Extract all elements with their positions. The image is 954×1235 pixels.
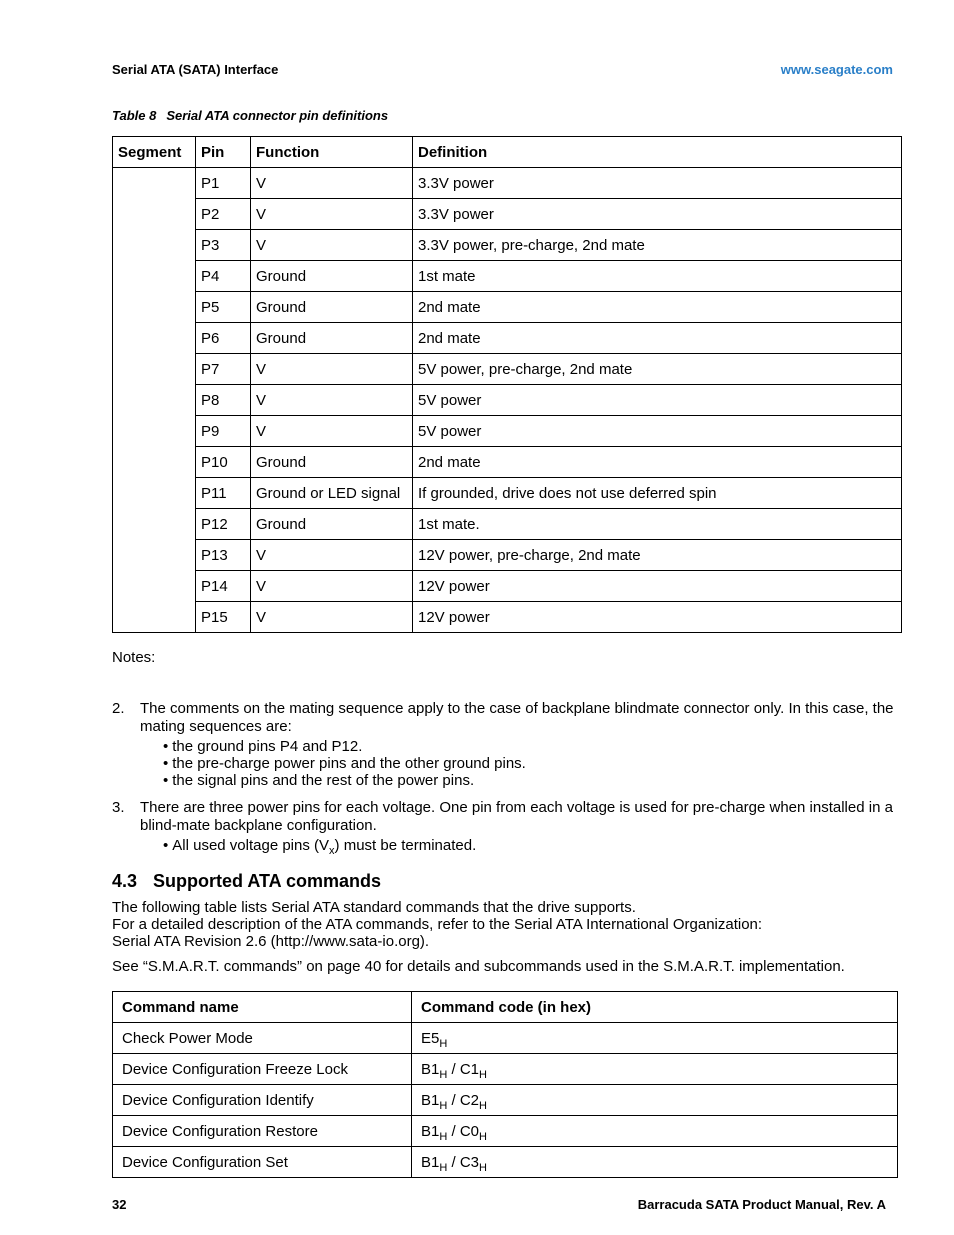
command-name-cell: Device Configuration Identify (113, 1085, 412, 1116)
code-separator: / (447, 1153, 460, 1171)
pin-cell: P2 (196, 199, 251, 230)
command-code-cell (412, 1116, 898, 1147)
section-number: 4.3 (112, 871, 138, 891)
list-item: • the ground pins P4 and P12. (163, 738, 902, 755)
function-cell: Ground (251, 447, 413, 478)
code-part: B1 (421, 1122, 440, 1140)
code-subscript: H (439, 1068, 448, 1081)
definition-cell: 2nd mate (413, 323, 902, 354)
code-part: C0 (459, 1122, 480, 1140)
pin-cell: P9 (196, 416, 251, 447)
function-cell: Ground or LED signal (251, 478, 413, 509)
definition-cell: 1st mate (413, 261, 902, 292)
table-row (113, 478, 902, 509)
definition-cell: 5V power (413, 416, 902, 447)
pin-table-header-segment: Segment (113, 137, 196, 168)
pin-table-header-pin: Pin (196, 137, 251, 168)
code-separator: / (447, 1091, 460, 1109)
pin-cell: P8 (196, 385, 251, 416)
cmd-table-header-code: Command code (in hex) (412, 992, 898, 1023)
note-3-bullet-post: ) must be terminated. (334, 837, 477, 854)
command-name-cell: Device Configuration Freeze Lock (113, 1054, 412, 1085)
cmd-table-body (113, 1023, 898, 1178)
smart-reference-text: See “S.M.A.R.T. commands” on page 40 for details and subcommands used in the S.M.A.R.T. implementation. (112, 958, 845, 975)
table-row (113, 509, 902, 540)
command-code-cell (412, 1023, 898, 1054)
pin-cell: P10 (196, 447, 251, 478)
pin-cell: P6 (196, 323, 251, 354)
code-part: B1 (421, 1060, 440, 1078)
table-row (113, 292, 902, 323)
ata-commands-table (112, 991, 898, 1178)
intro-line: For a detailed description of the ATA commands, refer to the Serial ATA International Organization: (112, 916, 763, 933)
note-2-text: The comments on the mating sequence apply to the case of backplane blindmate connector only. In this case, the mating sequences are: (140, 700, 894, 735)
table-row (113, 447, 902, 478)
table-8-caption-text: Serial ATA connector pin definitions (166, 108, 389, 123)
pin-cell: P12 (196, 509, 251, 540)
code-part: C3 (459, 1153, 480, 1171)
footer-manual-title: Barracuda SATA Product Manual, Rev. A (637, 1197, 886, 1212)
pin-table-header-function: Function (251, 137, 413, 168)
code-separator: / (447, 1060, 460, 1078)
function-cell: Ground (251, 509, 413, 540)
function-cell: Ground (251, 292, 413, 323)
pin-cell: P5 (196, 292, 251, 323)
table-row (113, 416, 902, 447)
function-cell: V (251, 602, 413, 633)
definition-cell: 2nd mate (413, 447, 902, 478)
function-cell: V (251, 230, 413, 261)
definition-cell: 1st mate. (413, 509, 902, 540)
pin-cell: P11 (196, 478, 251, 509)
code-subscript: H (479, 1068, 487, 1081)
table-row (113, 540, 902, 571)
intro-line: The following table lists Serial ATA standard commands that the drive supports. (112, 899, 636, 916)
code-part: E5 (421, 1029, 440, 1047)
command-name-cell: Device Configuration Restore (113, 1116, 412, 1147)
note-3-bullets (163, 837, 902, 857)
segment-cell (113, 168, 196, 633)
table-row (113, 168, 902, 199)
pin-table-header-definition: Definition (413, 137, 902, 168)
pin-cell: P15 (196, 602, 251, 633)
function-cell: Ground (251, 261, 413, 292)
pin-cell: P3 (196, 230, 251, 261)
table-row (113, 323, 902, 354)
command-name-cell: Check Power Mode (113, 1023, 412, 1054)
pin-definitions-table (112, 136, 902, 633)
table-row (113, 571, 902, 602)
code-separator: / (447, 1122, 460, 1140)
intro-line: Serial ATA Revision 2.6 (http://www.sata-io.org). (112, 933, 430, 950)
command-name-cell: Device Configuration Set (113, 1147, 412, 1178)
list-item (163, 837, 902, 857)
code-part: C1 (459, 1060, 480, 1078)
code-part: C2 (459, 1091, 480, 1109)
table-row (113, 230, 902, 261)
note-2-number: 2. (112, 700, 125, 717)
code-subscript: H (439, 1130, 448, 1143)
cmd-table-header-row (113, 992, 898, 1023)
function-cell: V (251, 571, 413, 602)
code-subscript: H (479, 1099, 487, 1112)
command-code-cell (412, 1147, 898, 1178)
function-cell: V (251, 354, 413, 385)
header-section-title: Serial ATA (SATA) Interface (112, 62, 279, 77)
section-intro (112, 899, 902, 950)
note-2-bullets (163, 738, 902, 789)
function-cell: V (251, 199, 413, 230)
table-row (113, 385, 902, 416)
code-subscript: H (479, 1130, 487, 1143)
note-3 (112, 799, 902, 857)
note-2 (112, 700, 902, 789)
table-row (113, 1023, 898, 1054)
table-row (113, 354, 902, 385)
command-code-cell (412, 1054, 898, 1085)
table-row (113, 1085, 898, 1116)
definition-cell: 12V power (413, 602, 902, 633)
code-subscript: H (439, 1037, 448, 1050)
definition-cell: 5V power (413, 385, 902, 416)
pin-table-body (113, 168, 902, 633)
function-cell: V (251, 540, 413, 571)
code-subscript: H (479, 1161, 487, 1174)
pin-cell: P13 (196, 540, 251, 571)
table-row (113, 261, 902, 292)
pin-cell: P7 (196, 354, 251, 385)
definition-cell: 3.3V power (413, 168, 902, 199)
function-cell: Ground (251, 323, 413, 354)
function-cell: V (251, 385, 413, 416)
header-website-link[interactable]: www.seagate.com (780, 62, 893, 77)
definition-cell: 12V power, pre-charge, 2nd mate (413, 540, 902, 571)
code-part: B1 (421, 1153, 440, 1171)
function-cell: V (251, 416, 413, 447)
table-row (113, 1116, 898, 1147)
definition-cell: If grounded, drive does not use deferred spin (413, 478, 902, 509)
cmd-table-header-name: Command name (113, 992, 412, 1023)
definition-cell: 5V power, pre-charge, 2nd mate (413, 354, 902, 385)
code-part: B1 (421, 1091, 440, 1109)
notes-label: Notes: (112, 649, 156, 666)
section-heading (112, 871, 381, 892)
table-row (113, 602, 902, 633)
table-8-caption-number: Table 8 (112, 108, 157, 123)
list-item: • the pre-charge power pins and the other ground pins. (163, 755, 902, 772)
definition-cell: 12V power (413, 571, 902, 602)
note-3-text: There are three power pins for each voltage. One pin from each voltage is used for pre-charge when installed in a blind-mate backplane configuration. (140, 799, 893, 834)
pin-table-header-row (113, 137, 902, 168)
note-3-bullet-sub: x (329, 845, 335, 857)
section-title: Supported ATA commands (153, 871, 382, 891)
pin-cell: P1 (196, 168, 251, 199)
definition-cell: 3.3V power, pre-charge, 2nd mate (413, 230, 902, 261)
code-subscript: H (439, 1161, 448, 1174)
code-subscript: H (439, 1099, 448, 1112)
note-3-bullet-pre: All used voltage pins (V (172, 837, 330, 854)
footer-page-number: 32 (112, 1197, 127, 1212)
pin-cell: P14 (196, 571, 251, 602)
table-row (113, 199, 902, 230)
definition-cell: 3.3V power (413, 199, 902, 230)
table-8-caption (112, 108, 388, 123)
table-row (113, 1054, 898, 1085)
command-code-cell (412, 1085, 898, 1116)
pin-cell: P4 (196, 261, 251, 292)
function-cell: V (251, 168, 413, 199)
note-3-number: 3. (112, 799, 125, 816)
list-item: • the signal pins and the rest of the power pins. (163, 772, 902, 789)
definition-cell: 2nd mate (413, 292, 902, 323)
table-row (113, 1147, 898, 1178)
